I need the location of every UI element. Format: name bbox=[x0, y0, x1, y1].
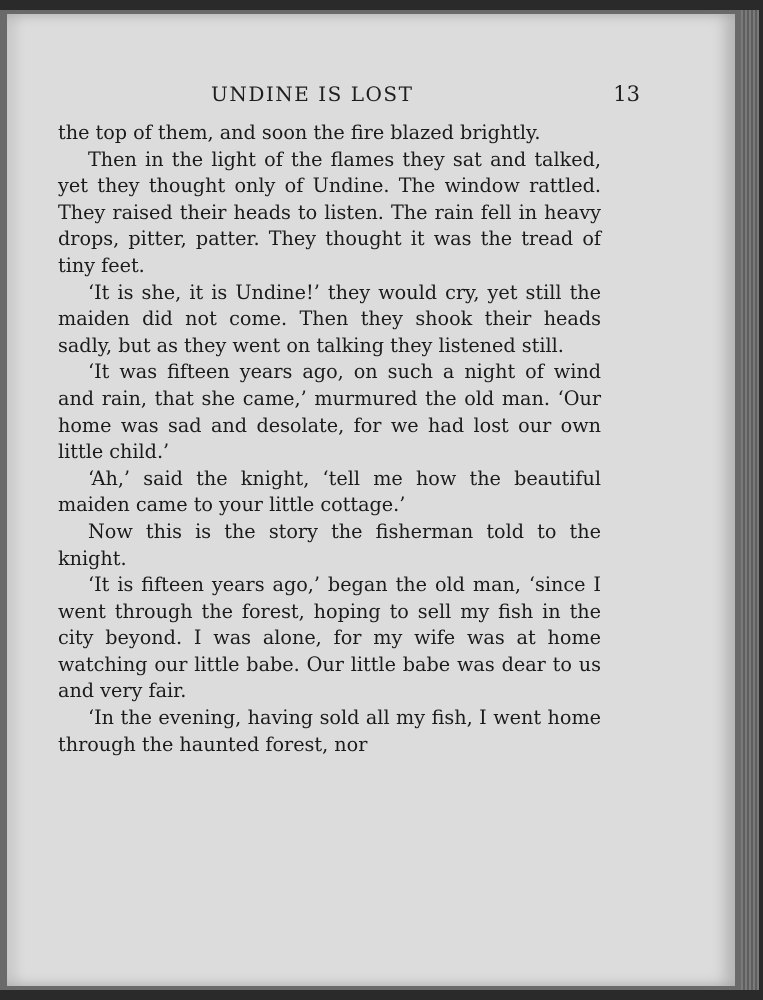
paragraph-3: ‘It is she, it is Undine!’ they would cry, yet still the maiden did not come. Then they shook their heads sadly, but as they went on talking they listened still. bbox=[58, 280, 601, 357]
paragraph-2: Then in the light of the flames they sat and talked, yet they thought only of Undine. The window rattled. They raised their heads to listen. The rain fell in heavy drops, pitter, patter. They thought it was the tread of tiny feet. bbox=[58, 147, 601, 277]
paragraph-7: ‘It is fifteen years ago,’ began the old man, ‘since I went through the forest, hoping to sell my fish in the city beyond. I was alone, for my wife was at home watching our little babe. Our little babe was dear to us and very fair. bbox=[58, 573, 601, 703]
paragraph-8: ‘In the evening, having sold all my fish, I went home through the haunted forest, nor bbox=[58, 706, 601, 756]
running-head bbox=[50, 70, 650, 110]
body-text bbox=[58, 120, 601, 758]
chapter-title: UNDINE IS LOST bbox=[211, 82, 414, 106]
paragraph-6: Now this is the story the fisherman told to the knight. bbox=[58, 519, 601, 570]
page-number: 13 bbox=[613, 82, 640, 106]
paragraph-4: ‘It was fifteen years ago, on such a night of wind and rain, that she came,’ murmured the old man. ‘Our home was sad and desolate, for we had lost our own little child.’ bbox=[58, 360, 601, 464]
paragraph-5: ‘Ah,’ said the knight, ‘tell me how the beautiful maiden came to your little cottage.’ bbox=[58, 466, 601, 517]
paragraph-1: the top of them, and soon the fire blazed brightly. bbox=[58, 121, 541, 144]
book-spine-edge bbox=[741, 10, 759, 990]
